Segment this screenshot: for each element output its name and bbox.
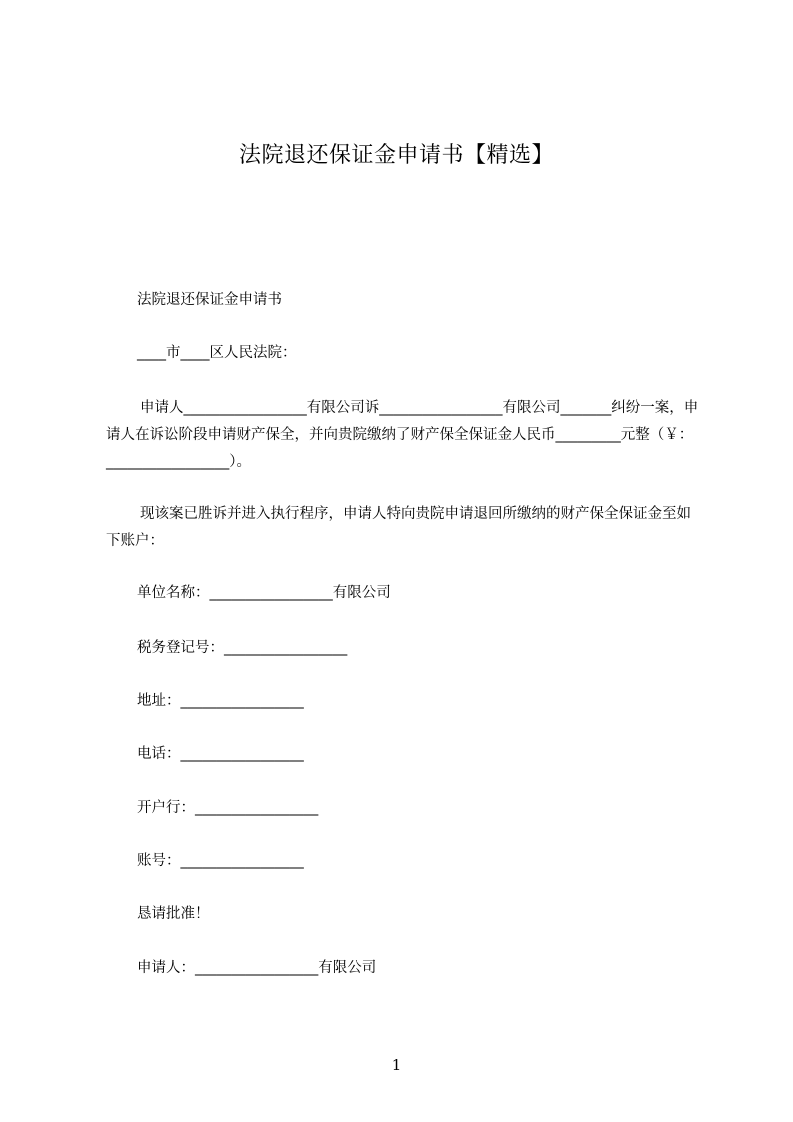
field-address: 地址：_________________: [137, 693, 304, 709]
page-number: 1: [391, 1056, 402, 1074]
applicant-signature-line: 申请人：_________________有限公司: [137, 960, 377, 976]
paragraph-1-text: 申请人_________________有限公司诉_________________有限公司_______纠纷一案，申请人在诉讼阶段申请财产保全，并向贵院缴纳了财产保全保证金人民币_________元整（￥：_________________）。: [106, 400, 699, 470]
field-account: 账号：_________________: [137, 853, 304, 869]
field-phone: 电话：_________________: [137, 746, 304, 762]
document-title: 法院退还保证金申请书【精选】: [238, 143, 554, 168]
closing-line: 恳请批准！: [137, 906, 210, 922]
field-company-name: 单位名称：_________________有限公司: [137, 585, 391, 601]
letter-heading: 法院退还保证金申请书: [137, 292, 282, 308]
addressee-line: ____市____区人民法院：: [137, 345, 297, 361]
field-tax-id: 税务登记号：_________________: [137, 640, 348, 656]
paragraph-refund-request: [106, 501, 702, 555]
paragraph-2-text: 现该案已胜诉并进入执行程序，申请人特向贵院申请退回所缴纳的财产保全保证金至如下账户：: [106, 506, 691, 549]
paragraph-case-description: [106, 395, 702, 476]
field-bank: 开户行：_________________: [137, 800, 319, 816]
